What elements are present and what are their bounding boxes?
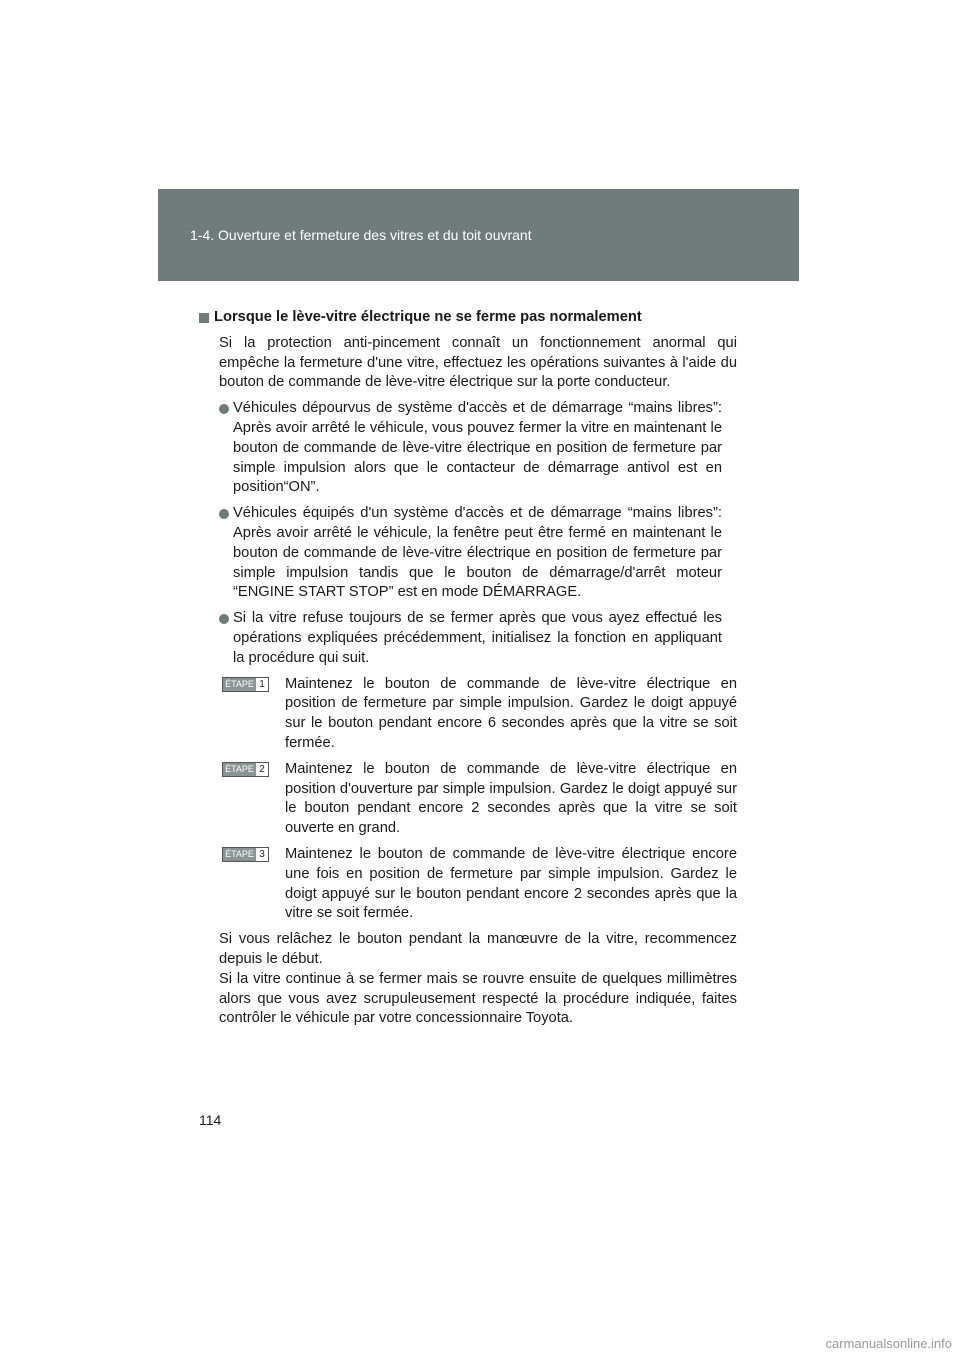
step-text: Maintenez le bouton de commande de lève-vitre électrique en position de fermeture par simple impulsion. Gardez le doigt appuyé sur le bouton pendant encore 6 secondes après que la vitre se soit fermée. [285,675,737,751]
step-item [199,845,737,924]
bullet-text: Véhicules équipés d'un système d'accès et de démarrage “mains libres”: Après avoir arrêté le véhicule, la fenêtre peut être fermé en maintenant le bouton de commande de lève-vitre électrique en position de fermeture par simple impulsion tandis que le bouton de démarrage/d'arrêt moteur “ENGINE START STOP” est en mode DÉMARRAGE. [233,505,722,601]
square-bullet-icon [199,313,209,323]
page-number: 114 [199,1112,222,1128]
step-item [199,675,737,754]
step-text: Maintenez le bouton de commande de lève-vitre électrique en position d'ouverture par simple impulsion. Gardez le doigt appuyé sur le bouton pendant encore 2 secondes après que la vitre se soit ouverte en grand. [285,760,737,837]
step-badge-label: ÉTAPE [223,678,256,691]
section-heading-text: Lorsque le lève-vitre électrique ne se ferme pas normalement [214,309,642,325]
step-badge-label: ÉTAPE [223,763,256,776]
intro-paragraph: Si la protection anti-pincement connaît un fonctionnement anormal qui empêche la fermeture d'une vitre, effectuez les opérations suivantes à l'aide du bouton de commande de lève-vitre électrique sur la porte conducteur. [219,334,737,391]
chapter-title: 1-4. Ouverture et fermeture des vitres et du toit ouvrant [190,227,532,243]
closing-paragraph-2: Si la vitre continue à se fermer mais se rouvre ensuite de quelques millimètres alors que vous avez scrupuleusement respecté la procédure indiquée, faites contrôler le véhicule par votre concessionnaire Toyota. [219,970,737,1027]
section-heading [199,308,737,328]
step-badge [222,847,269,862]
watermark: carmanualsonline.info [825,1336,952,1351]
bullet-text: Véhicules dépourvus de système d'accès et de démarrage “mains libres”: Après avoir arrêté le véhicule, vous pouvez fermer la vitre en maintenant le bouton de commande de lève-vitre électrique en position de fermeture par simple impulsion alors que le contacteur de démarrage antivol est en position“ON”. [233,400,722,496]
step-item [199,760,737,839]
step-badge [222,762,269,777]
step-badge-number: 1 [256,678,268,691]
step-badge-number: 3 [256,848,268,861]
step-text: Maintenez le bouton de commande de lève-vitre électrique encore une fois en position de fermeture par simple impulsion. Gardez le doigt appuyé sur le bouton pendant encore 2 secondes après que la vitre se soit fermée. [285,845,737,922]
page-content [199,308,737,1035]
step-badge-label: ÉTAPE [223,848,256,861]
list-item [199,399,737,498]
circle-bullet-icon [219,614,229,624]
step-badge-number: 2 [256,763,268,776]
circle-bullet-icon [219,509,229,519]
bullet-text: Si la vitre refuse toujours de se fermer après que vous ayez effectué les opérations expliquées précédemment, initialisez la fonction en appliquant la procédure qui suit. [233,610,722,666]
circle-bullet-icon [219,404,229,414]
list-item [199,609,737,668]
chapter-header [158,189,799,281]
list-item [199,504,737,603]
closing-paragraph-1: Si vous relâchez le bouton pendant la manœuvre de la vitre, recommencez depuis le début. [219,931,737,967]
step-badge [222,677,269,692]
